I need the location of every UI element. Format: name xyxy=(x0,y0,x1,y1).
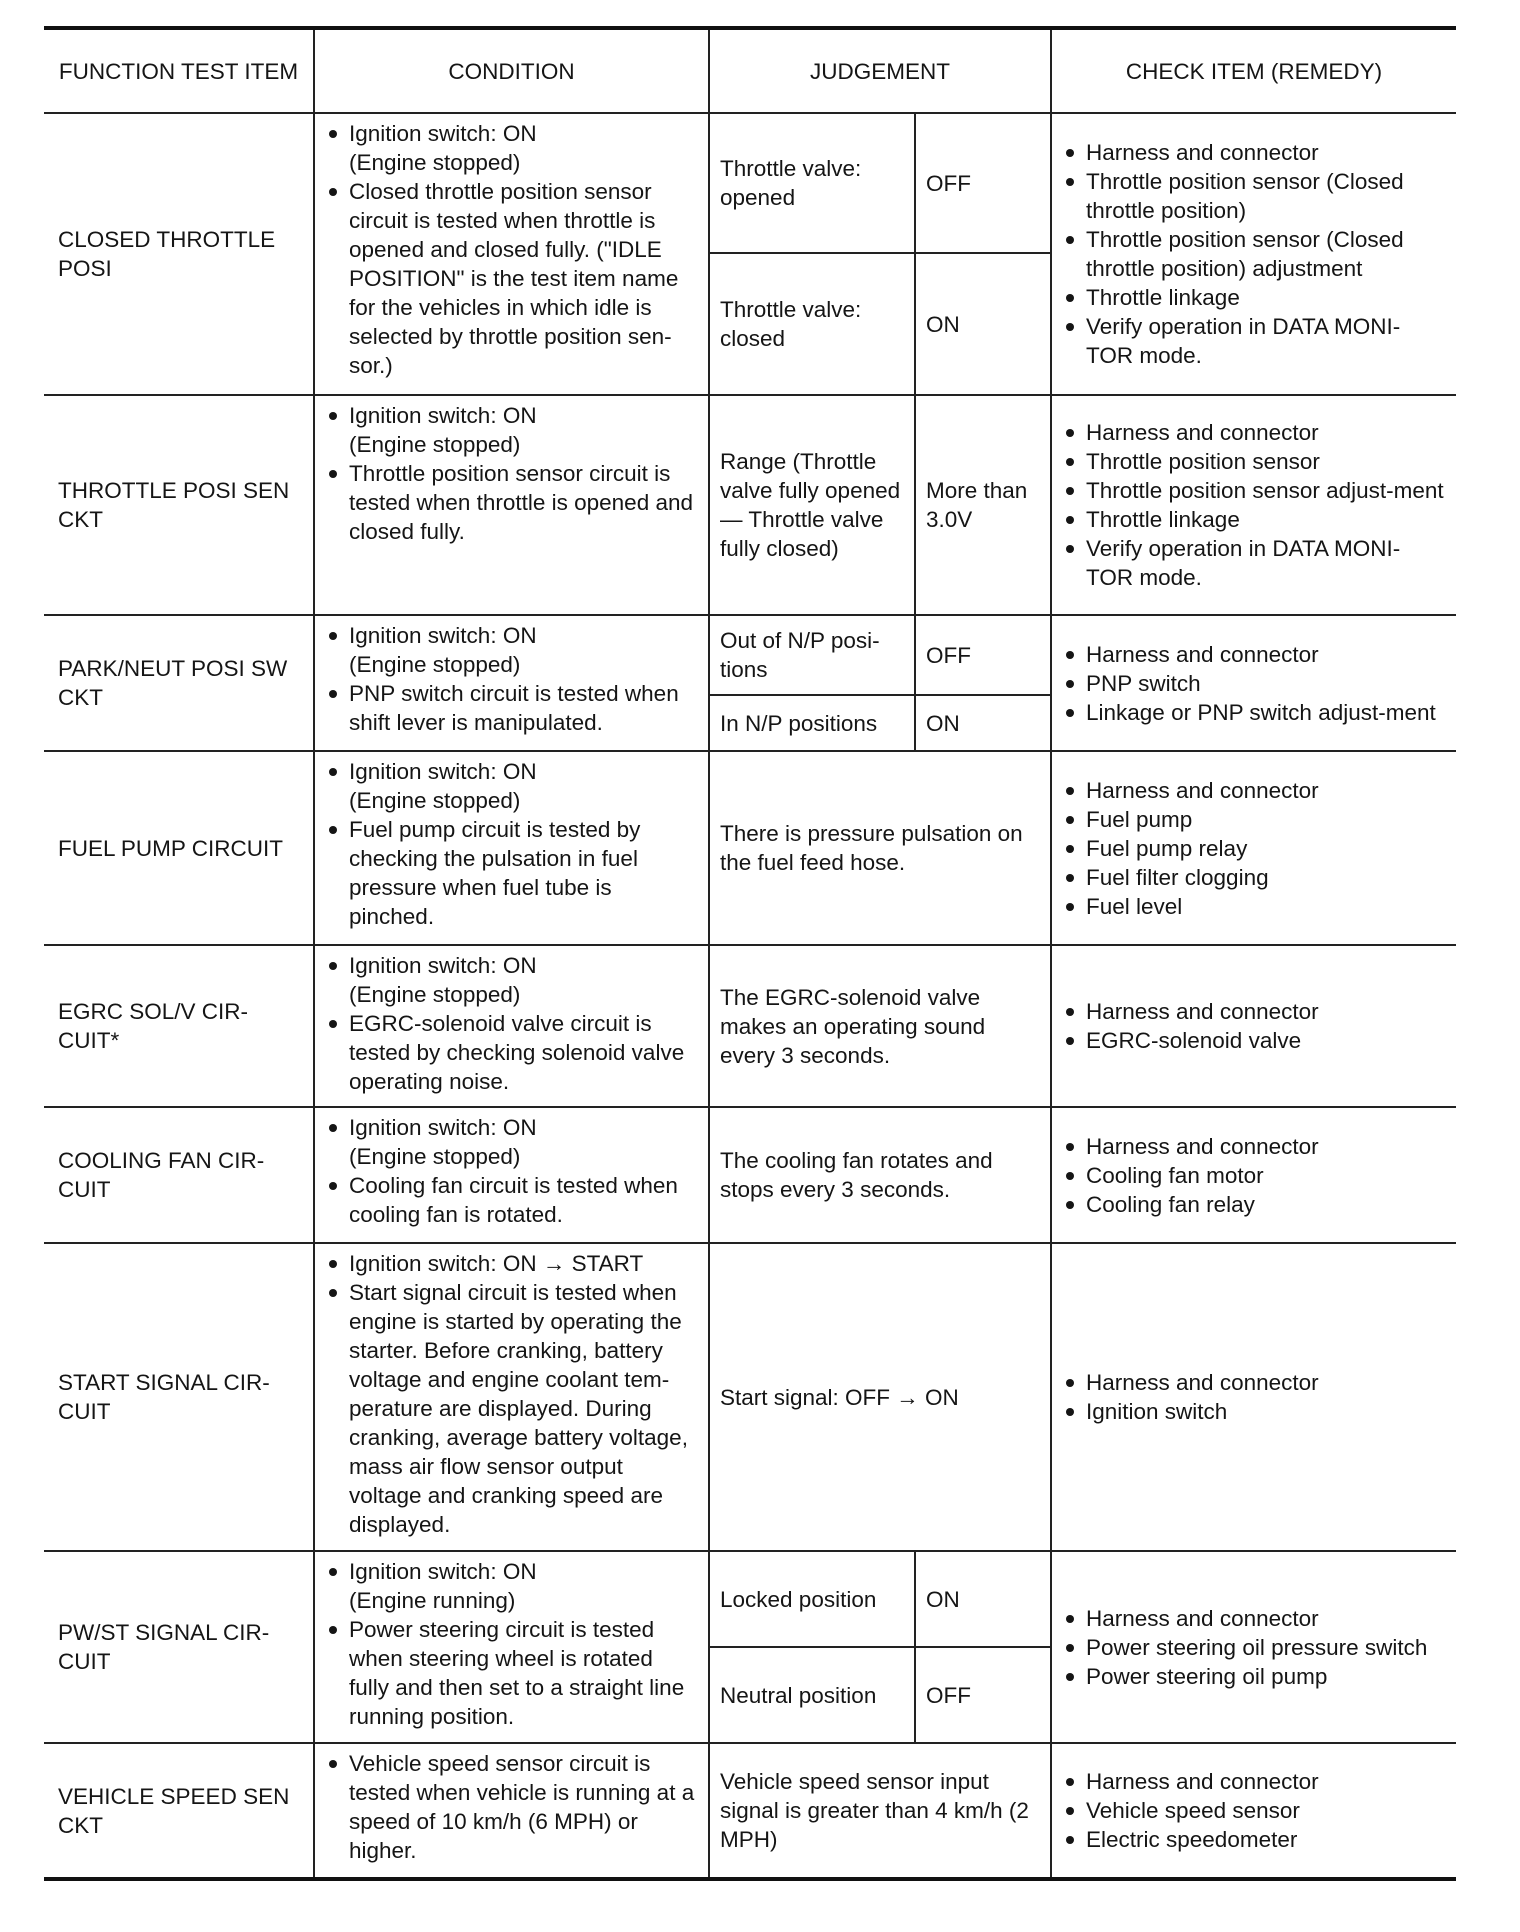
judgement-result: ON xyxy=(915,695,1051,751)
condition-text: Power steering circuit is tested when steering wheel is rotated fully and then set to a straight line running position. xyxy=(325,1615,698,1731)
condition-text: Cooling fan circuit is tested when cooling fan is rotated. xyxy=(325,1171,698,1229)
table-row xyxy=(44,113,1456,253)
remedy-item: Harness and connector xyxy=(1062,1368,1446,1397)
remedy-item: Harness and connector xyxy=(1062,418,1446,447)
remedy-list xyxy=(1062,1132,1446,1219)
judgement-state: Locked position xyxy=(709,1551,915,1647)
condition-subtext: (Engine running) xyxy=(349,1588,516,1613)
condition-text: Ignition switch: ON xyxy=(325,1113,698,1142)
judgement-text: The cooling fan rotates and stops every 3 seconds. xyxy=(709,1107,1051,1243)
judgement-state: Range (Throttle valve fully opened — Throttle valve fully closed) xyxy=(709,395,915,615)
condition-subtext: (Engine stopped) xyxy=(349,982,521,1007)
judgement-text: There is pressure pulsation on the fuel feed hose. xyxy=(709,751,1051,945)
condition-text: Ignition switch: ON xyxy=(325,401,698,430)
condition-item xyxy=(325,401,698,459)
header-row xyxy=(44,28,1456,113)
function-test-item: CLOSED THROTTLE POSI xyxy=(44,113,314,395)
judgement-result: ON xyxy=(915,253,1051,395)
remedy-item: Harness and connector xyxy=(1062,1132,1446,1161)
remedy-item: Throttle position sensor adjust-ment xyxy=(1062,476,1446,505)
table-body xyxy=(44,113,1456,1879)
remedy-list xyxy=(1062,138,1446,370)
condition-item xyxy=(325,1009,698,1096)
condition-subtext: (Engine stopped) xyxy=(349,652,521,677)
condition-cell xyxy=(314,945,709,1107)
remedy-item: Harness and connector xyxy=(1062,997,1446,1026)
condition-item xyxy=(325,1171,698,1229)
condition-subtext: (Engine stopped) xyxy=(349,150,521,175)
condition-item xyxy=(325,815,698,931)
remedy-cell xyxy=(1051,751,1456,945)
condition-item xyxy=(325,1249,698,1278)
condition-subtext: (Engine stopped) xyxy=(349,1144,521,1169)
table-row xyxy=(44,945,1456,1107)
condition-cell xyxy=(314,395,709,615)
remedy-item: Throttle position sensor xyxy=(1062,447,1446,476)
condition-text: Ignition switch: ON xyxy=(325,951,698,980)
remedy-item: Cooling fan relay xyxy=(1062,1190,1446,1219)
remedy-item: Electric speedometer xyxy=(1062,1825,1446,1854)
condition-cell xyxy=(314,615,709,751)
condition-item xyxy=(325,951,698,1009)
condition-item xyxy=(325,1557,698,1615)
header-condition: CONDITION xyxy=(314,28,709,113)
condition-text: PNP switch circuit is tested when shift lever is manipulated. xyxy=(325,679,698,737)
condition-subtext: (Engine stopped) xyxy=(349,432,521,457)
remedy-item: Harness and connector xyxy=(1062,640,1446,669)
judgement-state: Throttle valve: closed xyxy=(709,253,915,395)
remedy-item: Linkage or PNP switch adjust-ment xyxy=(1062,698,1446,727)
condition-item xyxy=(325,621,698,679)
table-row xyxy=(44,751,1456,945)
remedy-item: Ignition switch xyxy=(1062,1397,1446,1426)
condition-text: EGRC-solenoid valve circuit is tested by checking solenoid valve operating noise. xyxy=(325,1009,698,1096)
remedy-list xyxy=(1062,1368,1446,1426)
remedy-list xyxy=(1062,1604,1446,1691)
remedy-item: Throttle linkage xyxy=(1062,283,1446,312)
condition-item xyxy=(325,757,698,815)
table-row xyxy=(44,1743,1456,1879)
judgement-text: The EGRC-solenoid valve makes an operating sound every 3 seconds. xyxy=(709,945,1051,1107)
remedy-item: Verify operation in DATA MONI-TOR mode. xyxy=(1062,312,1446,370)
judgement-result: ON xyxy=(915,1551,1051,1647)
remedy-list xyxy=(1062,640,1446,727)
remedy-item: Fuel pump xyxy=(1062,805,1446,834)
remedy-list xyxy=(1062,776,1446,921)
remedy-item: Throttle linkage xyxy=(1062,505,1446,534)
function-test-item: EGRC SOL/V CIR-CUIT* xyxy=(44,945,314,1107)
condition-text: Throttle position sensor circuit is tested when throttle is opened and closed fully. xyxy=(325,459,698,546)
condition-item xyxy=(325,459,698,546)
condition-text: Vehicle speed sensor circuit is tested when vehicle is running at a speed of 10 km/h (6 MPH) or higher. xyxy=(325,1749,698,1865)
condition-cell xyxy=(314,1107,709,1243)
remedy-item: Fuel filter clogging xyxy=(1062,863,1446,892)
judgement-result: More than 3.0V xyxy=(915,395,1051,615)
table-row xyxy=(44,395,1456,615)
condition-text: Start signal circuit is tested when engine is started by operating the starter. Before cranking, battery voltage and engine coolant tem-perature are displayed. During cranking, average battery voltage, mass air flow sensor output voltage and cranking speed are displayed. xyxy=(325,1278,698,1539)
function-test-item: START SIGNAL CIR-CUIT xyxy=(44,1243,314,1551)
condition-cell xyxy=(314,1743,709,1879)
condition-text: Ignition switch: ON xyxy=(325,621,698,650)
remedy-item: Harness and connector xyxy=(1062,776,1446,805)
judgement-result: OFF xyxy=(915,615,1051,695)
function-test-item: FUEL PUMP CIRCUIT xyxy=(44,751,314,945)
header-remedy: CHECK ITEM (REMEDY) xyxy=(1051,28,1456,113)
remedy-list xyxy=(1062,997,1446,1055)
remedy-item: Vehicle speed sensor xyxy=(1062,1796,1446,1825)
function-test-item: PARK/NEUT POSI SW CKT xyxy=(44,615,314,751)
remedy-item: Power steering oil pump xyxy=(1062,1662,1446,1691)
remedy-item: Harness and connector xyxy=(1062,1767,1446,1796)
condition-item xyxy=(325,119,698,177)
function-test-item: PW/ST SIGNAL CIR-CUIT xyxy=(44,1551,314,1743)
remedy-item: Fuel level xyxy=(1062,892,1446,921)
table-row xyxy=(44,1107,1456,1243)
remedy-cell xyxy=(1051,1743,1456,1879)
remedy-item: Power steering oil pressure switch xyxy=(1062,1633,1446,1662)
condition-cell xyxy=(314,113,709,395)
remedy-item: Throttle position sensor (Closed throttle position) xyxy=(1062,167,1446,225)
judgement-text: Start signal: OFF → ON xyxy=(709,1243,1051,1551)
condition-item xyxy=(325,177,698,380)
remedy-item: EGRC-solenoid valve xyxy=(1062,1026,1446,1055)
condition-cell xyxy=(314,751,709,945)
condition-subtext: (Engine stopped) xyxy=(349,788,521,813)
function-test-item: THROTTLE POSI SEN CKT xyxy=(44,395,314,615)
remedy-cell xyxy=(1051,1107,1456,1243)
condition-item xyxy=(325,679,698,737)
remedy-cell xyxy=(1051,615,1456,751)
judgement-state: In N/P positions xyxy=(709,695,915,751)
judgement-state: Out of N/P posi-tions xyxy=(709,615,915,695)
condition-text: Ignition switch: ON xyxy=(325,119,698,148)
function-test-item: COOLING FAN CIR-CUIT xyxy=(44,1107,314,1243)
judgement-text: Vehicle speed sensor input signal is greater than 4 km/h (2 MPH) xyxy=(709,1743,1051,1879)
condition-item xyxy=(325,1278,698,1539)
condition-text: Fuel pump circuit is tested by checking the pulsation in fuel pressure when fuel tube is pinched. xyxy=(325,815,698,931)
function-test-table xyxy=(44,26,1456,1881)
remedy-cell xyxy=(1051,113,1456,395)
remedy-item: Harness and connector xyxy=(1062,1604,1446,1633)
remedy-item: Verify operation in DATA MONI-TOR mode. xyxy=(1062,534,1446,592)
condition-item xyxy=(325,1615,698,1731)
remedy-cell xyxy=(1051,1243,1456,1551)
remedy-item: Harness and connector xyxy=(1062,138,1446,167)
header-judgement: JUDGEMENT xyxy=(709,28,1051,113)
judgement-result: OFF xyxy=(915,1647,1051,1743)
condition-cell xyxy=(314,1243,709,1551)
condition-cell xyxy=(314,1551,709,1743)
remedy-item: Cooling fan motor xyxy=(1062,1161,1446,1190)
remedy-item: PNP switch xyxy=(1062,669,1446,698)
condition-text: Ignition switch: ON xyxy=(325,757,698,786)
table-row xyxy=(44,615,1456,695)
remedy-cell xyxy=(1051,945,1456,1107)
remedy-cell xyxy=(1051,395,1456,615)
remedy-cell xyxy=(1051,1551,1456,1743)
condition-text: Ignition switch: ON → START xyxy=(325,1249,698,1278)
condition-item xyxy=(325,1749,698,1865)
remedy-list xyxy=(1062,418,1446,592)
table-row xyxy=(44,1243,1456,1551)
remedy-item: Fuel pump relay xyxy=(1062,834,1446,863)
judgement-state: Neutral position xyxy=(709,1647,915,1743)
remedy-item: Throttle position sensor (Closed throttle position) adjustment xyxy=(1062,225,1446,283)
remedy-list xyxy=(1062,1767,1446,1854)
table-row xyxy=(44,1551,1456,1647)
condition-item xyxy=(325,1113,698,1171)
condition-text: Ignition switch: ON xyxy=(325,1557,698,1586)
judgement-state: Throttle valve: opened xyxy=(709,113,915,253)
function-test-item: VEHICLE SPEED SEN CKT xyxy=(44,1743,314,1879)
judgement-result: OFF xyxy=(915,113,1051,253)
condition-text: Closed throttle position sensor circuit is tested when throttle is opened and closed fully. ("IDLE POSITION" is the test item name for the vehicles in which idle is selected by throttle position sen-sor.) xyxy=(325,177,698,380)
header-item: FUNCTION TEST ITEM xyxy=(44,28,314,113)
